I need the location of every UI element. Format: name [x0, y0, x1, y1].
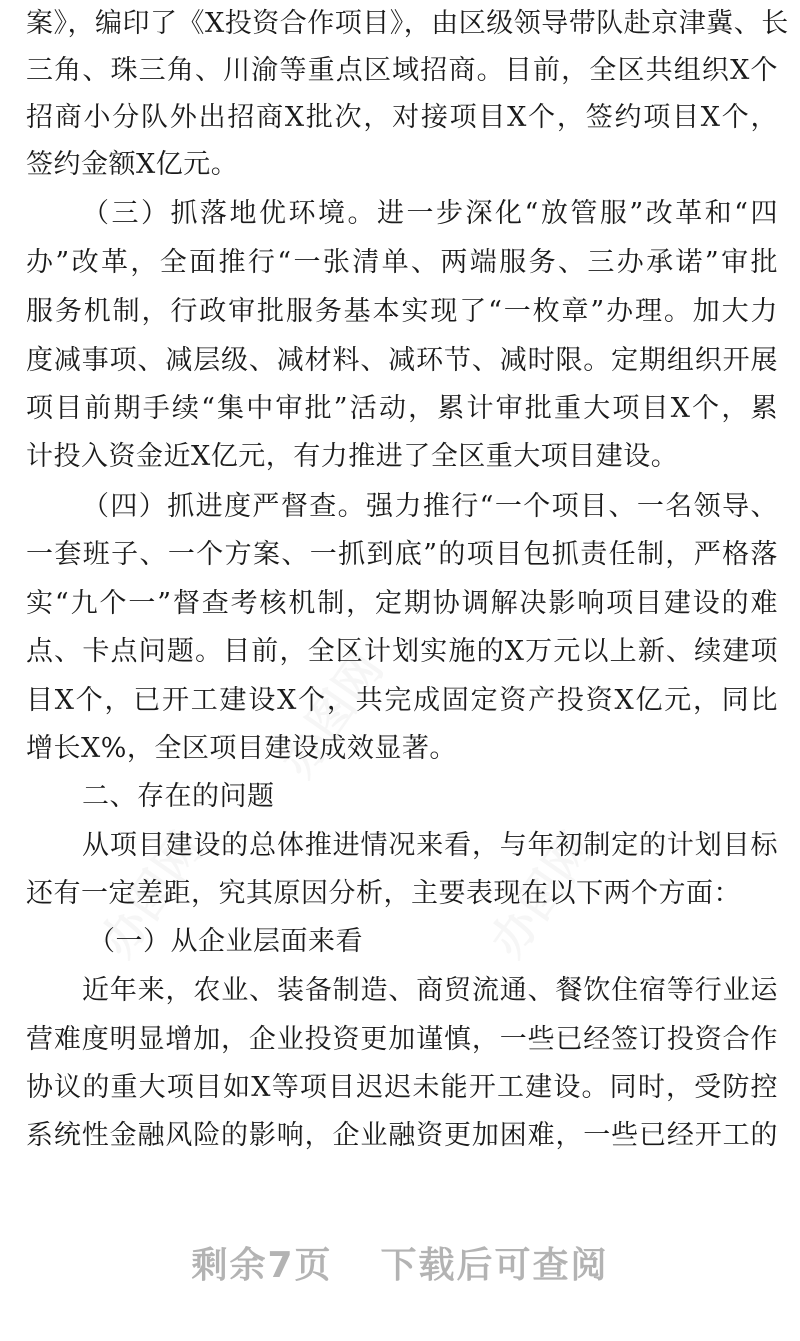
text-line: 招商小分队外出招商X批次，对接项目X个，签约项目X个，: [26, 102, 778, 133]
text-line: 签约金额X亿元。: [26, 149, 239, 180]
text-line: 系统性金融风险的影响，企业融资更加困难，一些已经开工的: [26, 1120, 778, 1151]
download-hint-label: 下载后可查阅: [380, 1245, 609, 1286]
text-line: 项目前期手续“集中审批”活动，累计审批重大项目X个，累: [26, 393, 778, 424]
text-line: 还有一定差距，究其原因分析，主要表现在以下两个方面：: [26, 878, 741, 909]
text-line: 服务机制，行政审批服务基本实现了“一枚章”办理。加大力: [26, 296, 778, 327]
text-line: 实“九个一”督查考核机制，定期协调解决影响项目建设的难: [26, 588, 778, 619]
text-line: 计投入资金近X亿元，有力推进了全区重大项目建设。: [26, 441, 679, 472]
section-heading-four: （四）抓进度严督查。强力推行“一个项目、一名领导、: [82, 491, 778, 522]
remaining-pages-banner[interactable]: [0, 1236, 800, 1296]
text-line: 目X个，已开工建设X个，共完成固定资产投资X亿元，同比: [26, 685, 778, 716]
text-line: 办”改革，全面推行“一张清单、两端服务、三办承诺”审批: [26, 247, 778, 278]
text-line: 从项目建设的总体推进情况来看，与年初制定的计划目标: [82, 830, 778, 861]
text-line: 协议的重大项目如X等项目迟迟未能开工建设。同时，受防控: [26, 1072, 778, 1103]
text-line: 度减事项、减层级、减材料、减环节、减时限。定期组织开展: [26, 345, 778, 376]
text-line: 点、卡点问题。目前，全区计划实施的X万元以上新、续建项: [26, 636, 778, 667]
remaining-pages-label: 剩余7页: [191, 1245, 333, 1286]
text-line: 案》，编印了《X投资合作项目》，由区级领导带队赴京津冀、长: [26, 8, 789, 39]
section-heading-three: （三）抓落地优环境。进一步深化“放管服”改革和“四: [82, 198, 778, 229]
text-line: 一套班子、一个方案、一抓到底”的项目包抓责任制，严格落: [26, 539, 778, 570]
subsection-heading-enterprise: （一）从企业层面来看: [88, 926, 363, 957]
text-line: 营难度明显增加，企业投资更加谨慎，一些已经签订投资合作: [26, 1024, 778, 1055]
text-line: 近年来，农业、装备制造、商贸流通、餐饮住宿等行业运: [82, 975, 778, 1006]
text-line: 三角、珠三角、川渝等重点区域招商。目前，全区共组织X个: [26, 55, 778, 86]
section-title-problems: 二、存在的问题: [82, 781, 275, 812]
text-line: 增长X%，全区项目建设成效显著。: [26, 733, 457, 764]
